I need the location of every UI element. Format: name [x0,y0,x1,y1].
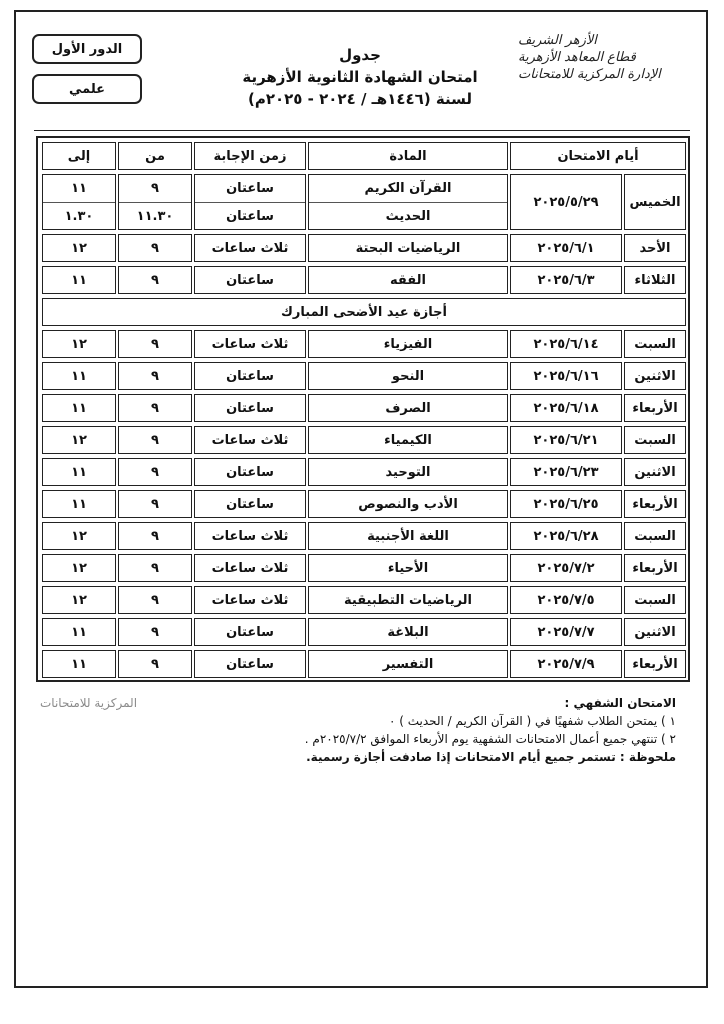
exam-from: ١١.٣٠ [119,202,191,230]
exam-day: الأربعاء [624,650,686,678]
exam-day: السبت [624,426,686,454]
exam-subject: الصرف [308,394,508,422]
exam-day: الثلاثاء [624,266,686,294]
exam-duration: ساعتان [194,650,306,678]
exam-duration: ساعتان [194,490,306,518]
exam-to: ١٢ [42,234,116,262]
exam-day: الأربعاء [624,394,686,422]
faded-stamp-text: المركزية للامتحانات [40,696,138,710]
exam-to: ١١ [71,181,87,196]
exam-date: ٢٠٢٥/٦/١٦ [510,362,622,390]
title-line-3: لسنة (١٤٤٦هـ / ٢٠٢٤ - ٢٠٢٥م) [247,90,473,108]
exam-from: ٩ [118,234,192,262]
exam-to: ١.٣٠ [43,202,115,230]
header-subject: المادة [308,142,508,170]
exam-duration: ثلاث ساعات [194,234,306,262]
exam-subject: اللغة الأجنبية [308,522,508,550]
exam-to: ١١ [42,618,116,646]
exam-from: ٩ [118,490,192,518]
branch-badge: علمي [32,74,142,104]
exam-to: ١١ [42,362,116,390]
exam-date: ٢٠٢٥/٦/٢٣ [510,458,622,486]
header-from: من [118,142,192,170]
exam-from: ٩ [118,586,192,614]
exam-date: ٢٠٢٥/٦/١ [510,234,622,262]
exam-date: ٢٠٢٥/٧/٢ [510,554,622,582]
exam-date: ٢٠٢٥/٦/٢١ [510,426,622,454]
exam-from: ٩ [118,522,192,550]
exam-day: الاثنين [624,362,686,390]
exam-to-group [42,174,116,230]
page-title [200,44,520,110]
exam-day: السبت [624,586,686,614]
exam-subject: الرياضيات البحتة [308,234,508,262]
org-line-3: الإدارة المركزية للامتحانات [518,67,661,82]
exam-date: ٢٠٢٥/٧/٩ [510,650,622,678]
exam-day: الاثنين [624,618,686,646]
exam-date: ٢٠٢٥/٧/٥ [510,586,622,614]
exam-subject: النحو [308,362,508,390]
exam-to: ١١ [42,458,116,486]
header-divider [34,130,690,131]
exam-duration: ثلاث ساعات [194,426,306,454]
exam-subject: الفيزياء [308,330,508,358]
exam-subject: التفسير [308,650,508,678]
exam-duration: ساعتان [194,362,306,390]
note-item: ١ ) يمتحن الطلاب شفهيًا في ( القرآن الكريم / الحديث ) ٠ [388,714,676,728]
org-line-2: قطاع المعاهد الأزهرية [518,50,636,65]
exam-to: ١٢ [42,522,116,550]
exam-day: السبت [624,522,686,550]
exam-duration: ساعتان [194,394,306,422]
exam-subject: الأدب والنصوص [308,490,508,518]
exam-round-badge: الدور الأول [32,34,142,64]
exam-duration: ثلاث ساعات [194,522,306,550]
exam-subject: البلاغة [308,618,508,646]
exam-duration: ساعتان [195,202,305,230]
exam-subject: الكيمياء [308,426,508,454]
exam-subject: الرياضيات التطبيقية [308,586,508,614]
org-line-1: الأزهر الشريف [518,33,597,48]
exam-date: ٢٠٢٥/٦/٢٨ [510,522,622,550]
exam-date: ٢٠٢٥/٦/٣ [510,266,622,294]
exam-day: الأحد [624,234,686,262]
exam-day: الاثنين [624,458,686,486]
exam-subject: التوحيد [308,458,508,486]
exam-duration: ساعتان [194,458,306,486]
exam-duration: ساعتان [226,181,274,196]
exam-subject: الفقه [308,266,508,294]
exam-to: ١٢ [42,330,116,358]
exam-duration: ساعتان [194,266,306,294]
notes-section [76,694,676,766]
organization-header [518,32,698,83]
exam-duration: ثلاث ساعات [194,554,306,582]
exam-date: ٢٠٢٥/٧/٧ [510,618,622,646]
exam-day: السبت [624,330,686,358]
exam-schedule-table [36,136,690,682]
exam-date: ٢٠٢٥/٥/٢٩ [510,174,622,230]
notes-heading: الامتحان الشفهي : [564,696,676,710]
note-item: ٢ ) تنتهي جميع أعمال الامتحانات الشفهية يوم الأربعاء الموافق ٢٠٢٥/٧/٢م . [304,732,676,746]
exam-from-group [118,174,192,230]
exam-to: ١٢ [42,426,116,454]
exam-date: ٢٠٢٥/٦/١٨ [510,394,622,422]
exam-subject: القرآن الكريم [364,181,452,196]
exam-duration: ثلاث ساعات [194,330,306,358]
exam-date: ٢٠٢٥/٦/١٤ [510,330,622,358]
exam-from: ٩ [118,426,192,454]
exam-subject: الحديث [309,202,507,230]
exam-from: ٩ [151,181,159,196]
notes-remark: ملحوظة : تستمر جميع أيام الامتحانات إذا صادفت أجازة رسمية. [306,750,676,764]
exam-from: ٩ [118,362,192,390]
exam-to: ١٢ [42,554,116,582]
exam-to: ١١ [42,266,116,294]
exam-to: ١٢ [42,586,116,614]
exam-from: ٩ [118,394,192,422]
exam-duration-group [194,174,306,230]
header-days: أيام الامتحان [510,142,686,170]
exam-date: ٢٠٢٥/٦/٢٥ [510,490,622,518]
exam-from: ٩ [118,458,192,486]
exam-to: ١١ [42,394,116,422]
title-line-2: امتحان الشهادة الثانوية الأزهرية [242,68,478,86]
exam-subject-group [308,174,508,230]
header-to: إلى [42,142,116,170]
exam-to: ١١ [42,650,116,678]
header-duration: زمن الإجابة [194,142,306,170]
exam-duration: ساعتان [194,618,306,646]
exam-from: ٩ [118,330,192,358]
title-line-1: جدول [339,46,381,64]
exam-from: ٩ [118,650,192,678]
exam-day: الأربعاء [624,554,686,582]
exam-from: ٩ [118,618,192,646]
holiday-banner: أجازة عيد الأضحى المبارك [42,298,686,326]
exam-from: ٩ [118,554,192,582]
exam-day: الأربعاء [624,490,686,518]
exam-day: الخميس [624,174,686,230]
exam-from: ٩ [118,266,192,294]
exam-to: ١١ [42,490,116,518]
exam-duration: ثلاث ساعات [194,586,306,614]
exam-subject: الأحياء [308,554,508,582]
